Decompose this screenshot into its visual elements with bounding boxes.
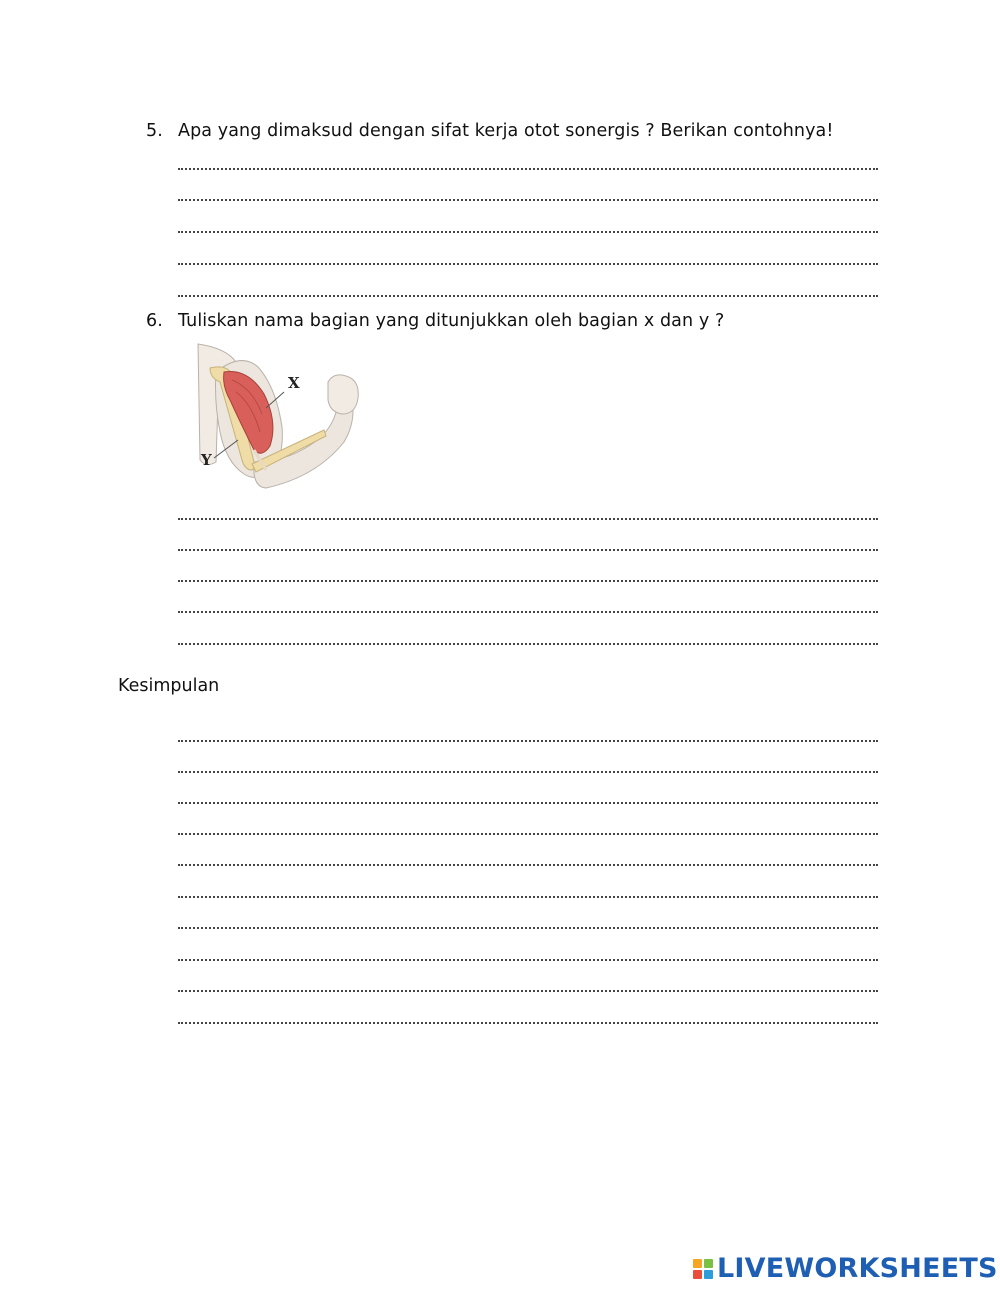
conclusion-line-10[interactable]: [178, 1022, 878, 1024]
answer-line-q5-4[interactable]: [178, 263, 878, 265]
answer-line-q5-1[interactable]: [178, 168, 878, 170]
question-number: 6.: [146, 311, 163, 331]
arm-muscle-illustration: [196, 342, 362, 492]
logo-mark-icon: [693, 1259, 713, 1279]
conclusion-line-1[interactable]: [178, 740, 878, 742]
answer-line-q5-2[interactable]: [178, 199, 878, 201]
conclusion-line-9[interactable]: [178, 990, 878, 992]
logo-square: [693, 1270, 702, 1279]
question-text: Apa yang dimaksud dengan sifat kerja otot sonergis ? Berikan contohnya!: [178, 121, 834, 141]
answer-line-q6-5[interactable]: [178, 643, 878, 645]
answer-line-q6-4[interactable]: [178, 611, 878, 613]
answer-line-q6-3[interactable]: [178, 580, 878, 582]
liveworksheets-logo[interactable]: [693, 1254, 998, 1284]
question-6: [146, 311, 724, 331]
conclusion-line-8[interactable]: [178, 959, 878, 961]
conclusion-heading: Kesimpulan: [118, 676, 220, 696]
label-y: Y: [201, 451, 212, 469]
answer-line-q6-1[interactable]: [178, 518, 878, 520]
question-5: [146, 121, 834, 141]
answer-line-q5-3[interactable]: [178, 231, 878, 233]
logo-square: [704, 1270, 713, 1279]
question-number: 5.: [146, 121, 163, 141]
question-text: Tuliskan nama bagian yang ditunjukkan oleh bagian x dan y ?: [178, 311, 725, 331]
brand-name: LIVEWORKSHEETS: [717, 1253, 998, 1284]
conclusion-line-4[interactable]: [178, 833, 878, 835]
label-x: X: [288, 374, 300, 392]
answer-line-q5-5[interactable]: [178, 295, 878, 297]
conclusion-line-2[interactable]: [178, 771, 878, 773]
conclusion-line-7[interactable]: [178, 927, 878, 929]
conclusion-line-5[interactable]: [178, 864, 878, 866]
arm-muscle-svg: [196, 342, 362, 492]
logo-square: [704, 1259, 713, 1268]
conclusion-line-3[interactable]: [178, 802, 878, 804]
conclusion-line-6[interactable]: [178, 896, 878, 898]
answer-line-q6-2[interactable]: [178, 549, 878, 551]
logo-square: [693, 1259, 702, 1268]
